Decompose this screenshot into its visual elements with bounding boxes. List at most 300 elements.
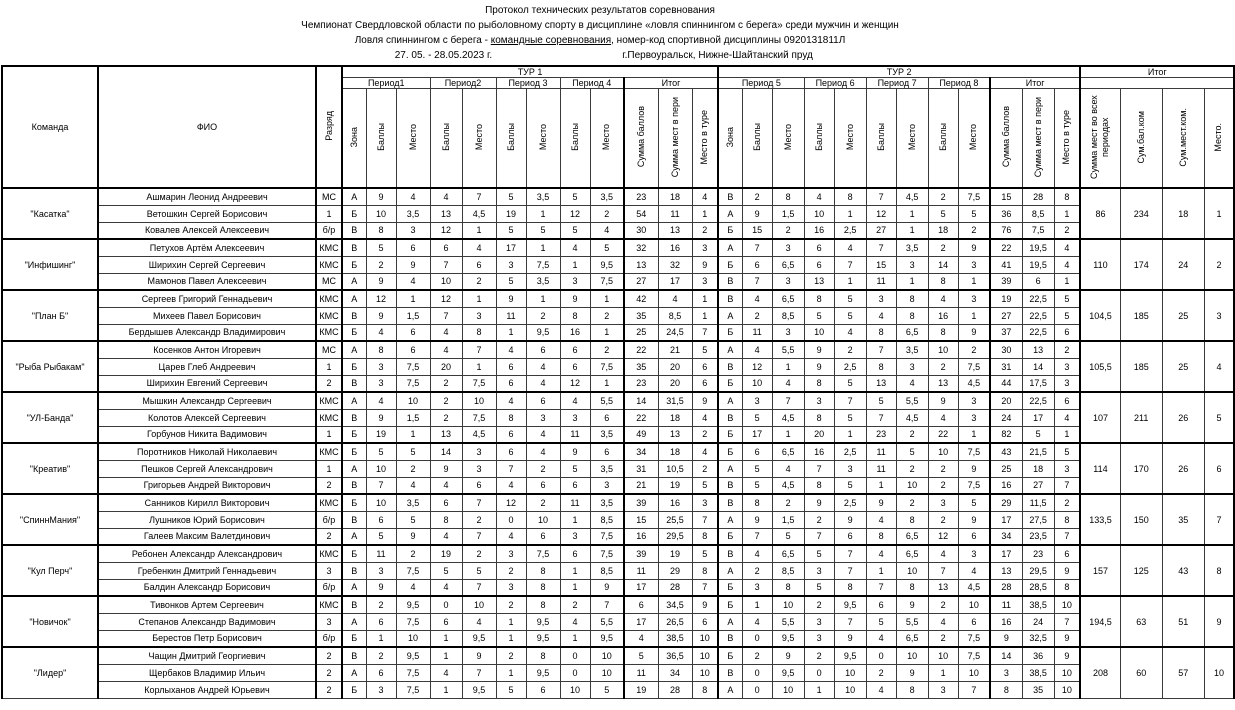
tour1-cell-6: 6 <box>526 477 560 494</box>
tour2-cell-7: 2 <box>928 188 958 205</box>
tour1-cell-10: 20 <box>658 375 692 392</box>
tour1-cell-10: 34,5 <box>658 596 692 613</box>
tour2-cell-0: Б <box>718 528 742 545</box>
tour2-cell-2: 8 <box>772 579 804 596</box>
tour1-cell-7: 11 <box>560 494 590 511</box>
tour1-cell-11: 1 <box>692 307 718 324</box>
tour2-cell-0: А <box>718 205 742 222</box>
tour2-cell-3: 10 <box>804 324 834 341</box>
tour2-cell-1: 2 <box>742 562 772 579</box>
athlete-rank: КМС <box>316 409 342 426</box>
athlete-rank: КМС <box>316 443 342 460</box>
tour2-cell-8: 3 <box>958 545 990 562</box>
tour1-cell-7: 0 <box>560 647 590 664</box>
tour1-cell-10: 20 <box>658 358 692 375</box>
tour2-cell-11: 1 <box>1054 205 1080 222</box>
tour2-cell-8: 4,5 <box>958 375 990 392</box>
tour2-cell-2: 4 <box>772 375 804 392</box>
tour2-cell-3: 16 <box>804 222 834 239</box>
tour1-cell-5: 1 <box>496 664 526 681</box>
team-name: "Новичок" <box>2 596 98 647</box>
table-row <box>2 290 1234 307</box>
tour2-cell-7: 4 <box>928 409 958 426</box>
tour1-cell-9: 49 <box>624 426 658 443</box>
tour1-cell-6: 8 <box>526 579 560 596</box>
tour1-cell-4: 7 <box>462 341 496 358</box>
header-t1-p4-place: Место <box>590 89 624 189</box>
tour1-cell-4: 1 <box>462 290 496 307</box>
athlete-rank: КМС <box>316 239 342 256</box>
athlete-rank: МС <box>316 188 342 205</box>
tour2-cell-5: 7 <box>866 188 896 205</box>
discipline-line <box>0 33 1200 48</box>
tour2-cell-4: 9 <box>834 511 866 528</box>
tour2-cell-7: 22 <box>928 426 958 443</box>
tour1-cell-0: А <box>342 613 366 630</box>
tour1-cell-7: 6 <box>560 341 590 358</box>
tour2-cell-11: 9 <box>1054 630 1080 647</box>
tour2-cell-0: Б <box>718 443 742 460</box>
championship-subtitle: Чемпионат Свердловской области по рыболовному спорту в дисциплине «ловля спиннингом с берега» среди мужчин и женщин <box>301 20 899 31</box>
tour1-cell-8: 10 <box>590 647 624 664</box>
tour1-cell-10: 31,5 <box>658 392 692 409</box>
tour1-cell-4: 9 <box>462 647 496 664</box>
table-row <box>2 324 1234 341</box>
tour2-cell-1: 17 <box>742 426 772 443</box>
tour1-cell-2: 9,5 <box>396 596 430 613</box>
tour1-cell-4: 1 <box>462 222 496 239</box>
tour2-cell-0: А <box>718 392 742 409</box>
athlete-name: Санников Кирилл Викторович <box>98 494 316 511</box>
tour2-cell-4: 5 <box>834 477 866 494</box>
header-t1-place-in-tour: Место в туре <box>692 89 718 189</box>
tour2-cell-10: 19,5 <box>1022 256 1054 273</box>
tour2-cell-7: 4 <box>928 613 958 630</box>
team-sum-points: 185 <box>1120 341 1162 392</box>
header-tour2-total: Итог <box>990 78 1080 89</box>
tour2-cell-6: 3,5 <box>896 239 928 256</box>
tour2-cell-9: 14 <box>990 647 1022 664</box>
tour2-cell-1: 9 <box>742 205 772 222</box>
header-t1-p1-points: Баллы <box>366 89 396 189</box>
tour1-cell-9: 42 <box>624 290 658 307</box>
tour2-cell-2: 1,5 <box>772 511 804 528</box>
tour2-cell-11: 8 <box>1054 579 1080 596</box>
tour1-cell-6: 10 <box>526 511 560 528</box>
tour1-cell-10: 28 <box>658 579 692 596</box>
athlete-name: Косенков Антон Игоревич <box>98 341 316 358</box>
tour2-cell-5: 11 <box>866 443 896 460</box>
tour1-cell-11: 3 <box>692 273 718 290</box>
tour2-cell-11: 6 <box>1054 324 1080 341</box>
tour1-cell-5: 6 <box>496 358 526 375</box>
tour1-cell-8: 5,5 <box>590 392 624 409</box>
tour2-cell-4: 10 <box>834 664 866 681</box>
header-rank: Разряд <box>316 66 342 188</box>
tour1-cell-1: 3 <box>366 375 396 392</box>
athlete-rank: 2 <box>316 647 342 664</box>
tour2-cell-1: 9 <box>742 511 772 528</box>
tour2-cell-4: 1 <box>834 273 866 290</box>
tour1-cell-1: 2 <box>366 596 396 613</box>
tour1-cell-9: 34 <box>624 443 658 460</box>
tour1-cell-10: 36,5 <box>658 647 692 664</box>
event-venue: г.Первоуральск, Нижне-Шайтанский пруд <box>622 50 813 61</box>
tour2-cell-6: 6,5 <box>896 528 928 545</box>
tour1-cell-3: 8 <box>430 511 462 528</box>
tour1-cell-0: А <box>342 460 366 477</box>
tour1-cell-3: 2 <box>430 375 462 392</box>
tour1-cell-8: 6 <box>590 443 624 460</box>
athlete-rank: 2 <box>316 681 342 698</box>
tour1-cell-2: 1,5 <box>396 409 430 426</box>
athlete-name: Мышкин Александр Сергеевич <box>98 392 316 409</box>
team-sum-points: 170 <box>1120 443 1162 494</box>
tour1-cell-6: 9,5 <box>526 613 560 630</box>
tour1-cell-5: 3 <box>496 545 526 562</box>
tour2-cell-3: 0 <box>804 664 834 681</box>
tour1-cell-1: 3 <box>366 358 396 375</box>
tour2-cell-4: 8 <box>834 188 866 205</box>
tour2-cell-2: 3 <box>772 273 804 290</box>
tour1-cell-3: 4 <box>430 664 462 681</box>
tour2-cell-3: 8 <box>804 375 834 392</box>
tour1-cell-5: 2 <box>496 596 526 613</box>
tour2-cell-7: 12 <box>928 528 958 545</box>
team-sum-places: 24 <box>1162 239 1204 290</box>
header-t1-p2-place: Место <box>462 89 496 189</box>
tour1-cell-0: А <box>342 188 366 205</box>
team-final-place: 7 <box>1204 494 1234 545</box>
team-sum-places: 43 <box>1162 545 1204 596</box>
tour2-cell-9: 9 <box>990 630 1022 647</box>
tour2-cell-1: 7 <box>742 239 772 256</box>
tour2-cell-2: 10 <box>772 681 804 698</box>
tour2-cell-9: 31 <box>990 358 1022 375</box>
team-name: "СпиннМания" <box>2 494 98 545</box>
tour2-cell-10: 6 <box>1022 273 1054 290</box>
tour1-cell-3: 1 <box>430 681 462 698</box>
tour2-cell-0: А <box>718 341 742 358</box>
tour1-cell-3: 1 <box>430 647 462 664</box>
tour1-cell-2: 9 <box>396 256 430 273</box>
tour1-cell-8: 3 <box>590 477 624 494</box>
header-t2-p7-place: Место <box>896 89 928 189</box>
tour2-cell-4: 5 <box>834 307 866 324</box>
team-name: "Кул Перч" <box>2 545 98 596</box>
athlete-name: Поротников Николай Николаевич <box>98 443 316 460</box>
tour2-cell-8: 9 <box>958 511 990 528</box>
tour2-cell-3: 2 <box>804 596 834 613</box>
tour2-cell-7: 2 <box>928 460 958 477</box>
tour1-cell-10: 26,5 <box>658 613 692 630</box>
tour2-cell-8: 7,5 <box>958 443 990 460</box>
tour2-cell-0: А <box>718 613 742 630</box>
tour1-cell-9: 31 <box>624 460 658 477</box>
tour1-cell-4: 2 <box>462 273 496 290</box>
tour2-cell-8: 5 <box>958 494 990 511</box>
tour2-cell-1: 0 <box>742 630 772 647</box>
event-date: 27. 05. - 28.05.2023 г. <box>394 50 493 61</box>
tour1-cell-1: 9 <box>366 579 396 596</box>
tour2-cell-10: 7,5 <box>1022 222 1054 239</box>
tour1-cell-2: 1 <box>396 426 430 443</box>
tour2-cell-1: 5 <box>742 477 772 494</box>
tour1-cell-4: 7 <box>462 528 496 545</box>
team-final-place: 1 <box>1204 188 1234 239</box>
tour1-cell-7: 1 <box>560 579 590 596</box>
tour2-cell-0: Б <box>718 256 742 273</box>
tour1-cell-11: 10 <box>692 647 718 664</box>
athlete-name: Балдин Александр Борисович <box>98 579 316 596</box>
tour1-cell-7: 5 <box>560 222 590 239</box>
tour1-cell-2: 7,5 <box>396 375 430 392</box>
tour1-cell-6: 3 <box>526 409 560 426</box>
tour2-cell-11: 9 <box>1054 647 1080 664</box>
tour2-cell-9: 22 <box>990 239 1022 256</box>
table-row <box>2 375 1234 392</box>
team-sum-places-all: 110 <box>1080 239 1120 290</box>
tour2-cell-3: 13 <box>804 273 834 290</box>
tour1-cell-1: 4 <box>366 324 396 341</box>
tour2-cell-1: 0 <box>742 664 772 681</box>
tour2-cell-6: 10 <box>896 647 928 664</box>
tour1-cell-7: 6 <box>560 358 590 375</box>
tour1-cell-10: 19 <box>658 545 692 562</box>
tour1-cell-1: 9 <box>366 188 396 205</box>
table-row <box>2 545 1234 562</box>
table-row <box>2 579 1234 596</box>
tour1-cell-5: 4 <box>496 477 526 494</box>
tour1-cell-4: 2 <box>462 545 496 562</box>
tour1-cell-0: А <box>342 392 366 409</box>
tour1-cell-4: 7,5 <box>462 375 496 392</box>
tour1-cell-3: 12 <box>430 290 462 307</box>
tour2-cell-8: 7,5 <box>958 358 990 375</box>
athlete-rank: МС <box>316 273 342 290</box>
tour2-cell-8: 2 <box>958 222 990 239</box>
tour2-cell-1: 2 <box>742 307 772 324</box>
tour2-cell-6: 2 <box>896 460 928 477</box>
tour1-cell-6: 9,5 <box>526 630 560 647</box>
tour1-cell-2: 7,5 <box>396 664 430 681</box>
tour2-cell-0: Б <box>718 222 742 239</box>
team-name: "УЛ-Банда" <box>2 392 98 443</box>
tour2-cell-9: 16 <box>990 477 1022 494</box>
tour2-cell-2: 1 <box>772 358 804 375</box>
tour2-cell-11: 7 <box>1054 528 1080 545</box>
tour1-cell-1: 10 <box>366 205 396 222</box>
tour2-cell-3: 5 <box>804 545 834 562</box>
athlete-rank: б/р <box>316 579 342 596</box>
tour1-cell-4: 9,5 <box>462 681 496 698</box>
team-final-place: 10 <box>1204 647 1234 698</box>
tour2-cell-4: 9 <box>834 630 866 647</box>
athlete-name: Михеев Павел Борисович <box>98 307 316 324</box>
athlete-rank: КМС <box>316 324 342 341</box>
header-t2-p8-points: Баллы <box>928 89 958 189</box>
tour2-cell-7: 2 <box>928 511 958 528</box>
tour1-cell-5: 3 <box>496 256 526 273</box>
tour1-cell-3: 4 <box>430 341 462 358</box>
tour2-cell-1: 4 <box>742 613 772 630</box>
tour2-cell-3: 1 <box>804 681 834 698</box>
tour2-cell-3: 8 <box>804 477 834 494</box>
tour1-cell-9: 27 <box>624 273 658 290</box>
tour1-cell-6: 6 <box>526 681 560 698</box>
tour1-cell-4: 6 <box>462 256 496 273</box>
tour1-cell-2: 4 <box>396 477 430 494</box>
tour1-cell-10: 38,5 <box>658 630 692 647</box>
header-t1-p2-points: Баллы <box>430 89 462 189</box>
tour2-cell-10: 17,5 <box>1022 375 1054 392</box>
tour2-cell-11: 10 <box>1054 664 1080 681</box>
team-final-place: 5 <box>1204 392 1234 443</box>
athlete-rank: б/р <box>316 222 342 239</box>
tour1-cell-11: 8 <box>692 562 718 579</box>
tour1-cell-3: 12 <box>430 222 462 239</box>
tour1-cell-10: 13 <box>658 426 692 443</box>
discipline-suffix: , номер-код спортивной дисциплины 0920131811Л <box>611 35 846 46</box>
athlete-rank: 2 <box>316 477 342 494</box>
tour2-cell-11: 1 <box>1054 426 1080 443</box>
athlete-rank: б/р <box>316 630 342 647</box>
tour2-cell-11: 5 <box>1054 443 1080 460</box>
athlete-name: Лушников Юрий Борисович <box>98 511 316 528</box>
tour2-cell-3: 5 <box>804 579 834 596</box>
header-team: Команда <box>2 66 98 188</box>
tour2-cell-9: 24 <box>990 409 1022 426</box>
header-t1-p3-points: Баллы <box>496 89 526 189</box>
tour2-cell-11: 3 <box>1054 375 1080 392</box>
team-sum-places: 51 <box>1162 596 1204 647</box>
tour2-cell-3: 2 <box>804 511 834 528</box>
tour2-cell-6: 5,5 <box>896 613 928 630</box>
tour2-cell-9: 19 <box>990 290 1022 307</box>
tour2-cell-8: 3 <box>958 409 990 426</box>
header-t2-p5-points: Баллы <box>742 89 772 189</box>
tour1-cell-0: А <box>342 528 366 545</box>
team-sum-places-all: 86 <box>1080 188 1120 239</box>
tour2-cell-7: 5 <box>928 205 958 222</box>
tour1-cell-8: 9,5 <box>590 256 624 273</box>
tour1-cell-9: 11 <box>624 664 658 681</box>
tour1-cell-2: 10 <box>396 392 430 409</box>
tour1-cell-3: 4 <box>430 477 462 494</box>
tour1-cell-1: 2 <box>366 647 396 664</box>
tour1-cell-4: 4,5 <box>462 426 496 443</box>
tour2-cell-2: 8,5 <box>772 562 804 579</box>
date-venue-row <box>0 48 1200 65</box>
athlete-name: Колотов Алексей Сергеевич <box>98 409 316 426</box>
tour1-cell-11: 7 <box>692 579 718 596</box>
tour1-cell-4: 7,5 <box>462 409 496 426</box>
tour1-cell-3: 6 <box>430 239 462 256</box>
athlete-name: Щербаков Владимир Ильич <box>98 664 316 681</box>
tour2-cell-1: 7 <box>742 528 772 545</box>
tour1-cell-6: 6 <box>526 341 560 358</box>
tour1-cell-8: 9,5 <box>590 630 624 647</box>
tour1-cell-0: В <box>342 596 366 613</box>
header-period-3: Период 3 <box>496 78 560 89</box>
table-row <box>2 358 1234 375</box>
tour1-cell-7: 3 <box>560 273 590 290</box>
tour1-cell-6: 2 <box>526 494 560 511</box>
tour1-cell-0: В <box>342 375 366 392</box>
tour2-cell-2: 4,5 <box>772 409 804 426</box>
team-sum-places: 35 <box>1162 494 1204 545</box>
tour1-cell-10: 18 <box>658 188 692 205</box>
tour2-cell-8: 6 <box>958 613 990 630</box>
tour1-cell-8: 8,5 <box>590 511 624 528</box>
tour2-cell-2: 8,5 <box>772 307 804 324</box>
tour1-cell-3: 6 <box>430 613 462 630</box>
tour2-cell-4: 7 <box>834 613 866 630</box>
tour2-cell-5: 7 <box>866 239 896 256</box>
tour1-cell-10: 25,5 <box>658 511 692 528</box>
tour1-cell-8: 1 <box>590 290 624 307</box>
tour2-cell-6: 6,5 <box>896 545 928 562</box>
tour1-cell-3: 1 <box>430 630 462 647</box>
tour2-cell-9: 17 <box>990 511 1022 528</box>
tour2-cell-6: 8 <box>896 307 928 324</box>
tour2-cell-4: 1 <box>834 205 866 222</box>
tour2-cell-11: 7 <box>1054 477 1080 494</box>
tour2-cell-9: 76 <box>990 222 1022 239</box>
tour2-cell-6: 3,5 <box>896 341 928 358</box>
tour2-cell-7: 8 <box>928 273 958 290</box>
tour1-cell-7: 0 <box>560 664 590 681</box>
tour1-cell-1: 6 <box>366 613 396 630</box>
tour1-cell-5: 1 <box>496 630 526 647</box>
tour1-cell-10: 16 <box>658 239 692 256</box>
tour1-cell-11: 7 <box>692 324 718 341</box>
tour2-cell-2: 6,5 <box>772 443 804 460</box>
table-row <box>2 494 1234 511</box>
tour2-cell-3: 10 <box>804 205 834 222</box>
tour2-cell-5: 5 <box>866 392 896 409</box>
tour2-cell-2: 5,5 <box>772 341 804 358</box>
table-row <box>2 239 1234 256</box>
tour1-cell-2: 5 <box>396 443 430 460</box>
tour2-cell-10: 19,5 <box>1022 239 1054 256</box>
tour1-cell-10: 4 <box>658 290 692 307</box>
tour2-cell-0: А <box>718 562 742 579</box>
tour1-cell-0: Б <box>342 324 366 341</box>
tour1-cell-11: 4 <box>692 443 718 460</box>
tour2-cell-3: 9 <box>804 358 834 375</box>
header-t2-place-in-tour: Место в туре <box>1054 89 1080 189</box>
tour1-cell-10: 21 <box>658 341 692 358</box>
tour1-cell-6: 1 <box>526 205 560 222</box>
athlete-name: Сергеев Григорий Геннадьевич <box>98 290 316 307</box>
athlete-name: Бердышев Александр Владимирович <box>98 324 316 341</box>
tour1-cell-3: 19 <box>430 545 462 562</box>
tour2-cell-8: 4 <box>958 562 990 579</box>
tour1-cell-8: 6 <box>590 409 624 426</box>
tour2-cell-6: 2 <box>896 494 928 511</box>
tour2-cell-9: 27 <box>990 307 1022 324</box>
tour2-cell-4: 4 <box>834 324 866 341</box>
tour1-cell-7: 5 <box>560 188 590 205</box>
tour2-cell-7: 10 <box>928 443 958 460</box>
tour1-cell-3: 7 <box>430 307 462 324</box>
tour1-cell-1: 8 <box>366 222 396 239</box>
tour1-cell-0: В <box>342 409 366 426</box>
tour1-cell-2: 9,5 <box>396 647 430 664</box>
team-sum-places: 18 <box>1162 188 1204 239</box>
tour1-cell-7: 12 <box>560 205 590 222</box>
